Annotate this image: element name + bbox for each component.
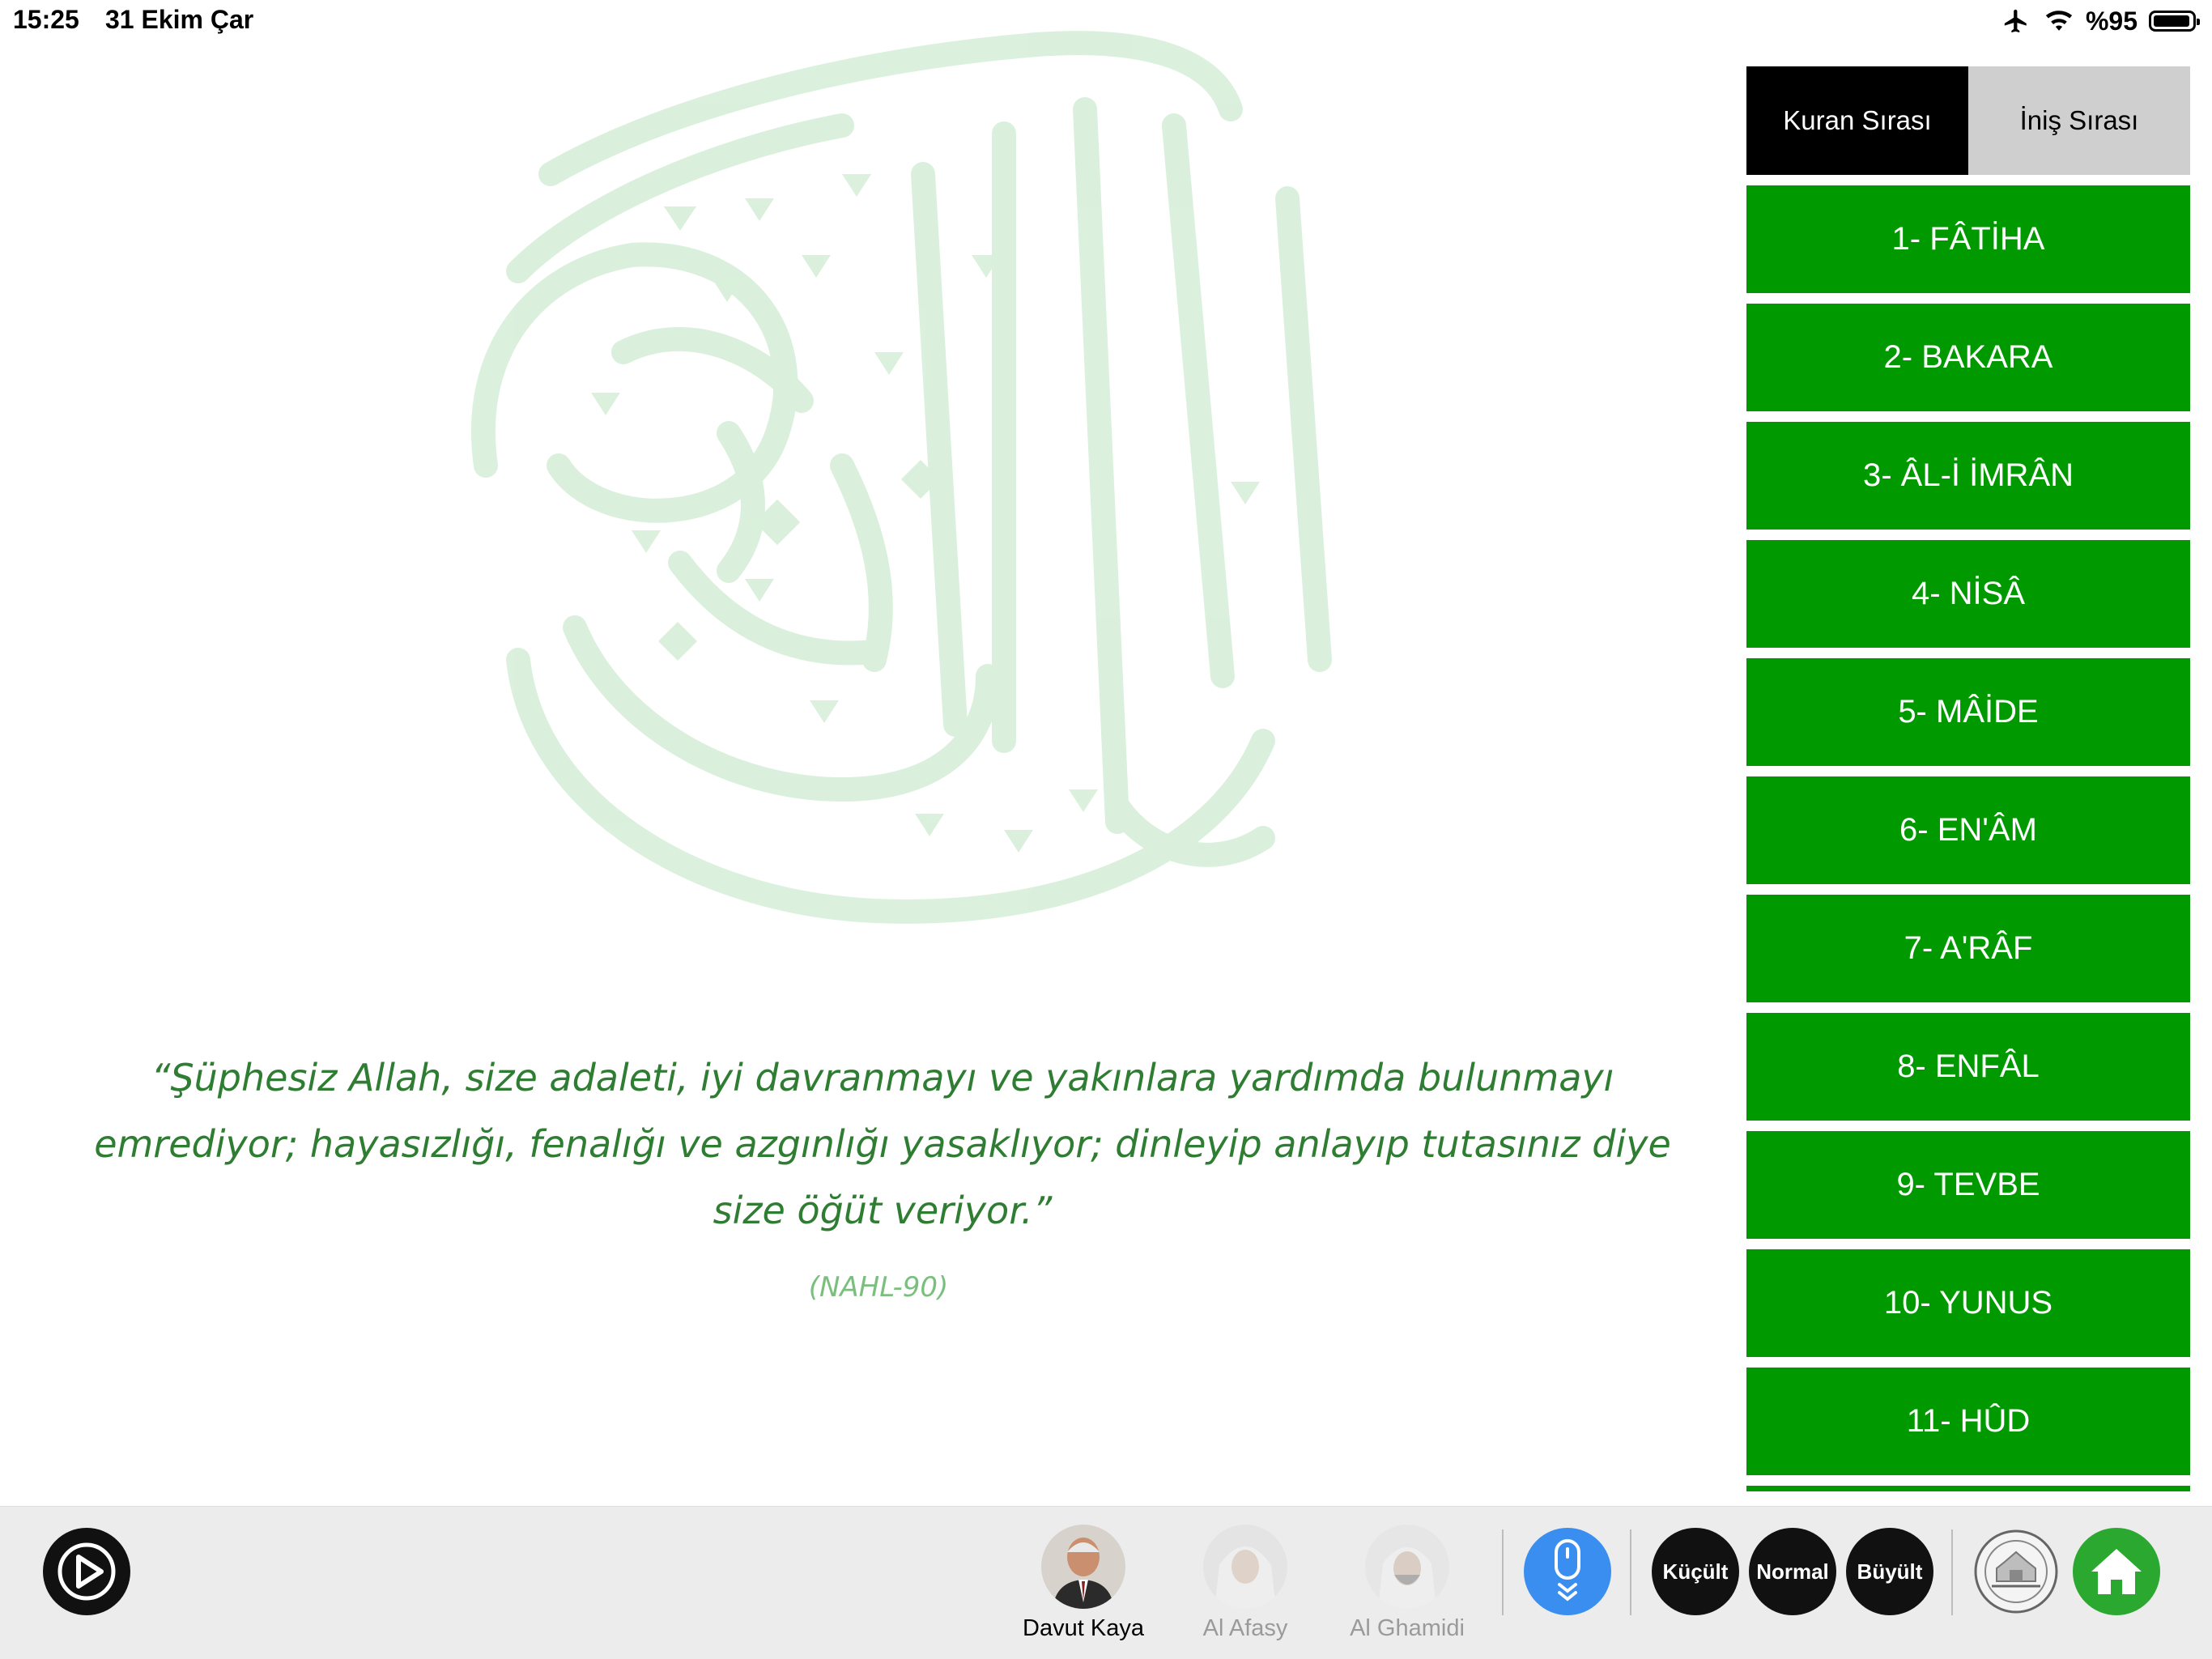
sura-item[interactable]: 8- ENFÂL [1746,1013,2190,1121]
normal-text-button[interactable]: Normal [1749,1528,1836,1615]
battery-icon [2149,11,2196,32]
mouse-scroll-icon [1543,1538,1592,1606]
order-tabs [1746,66,2190,175]
home-icon [2088,1546,2145,1597]
avatar [1365,1525,1449,1609]
airplane-icon [2000,7,2032,35]
reciter-al-afasy[interactable] [1164,1525,1326,1642]
sura-item[interactable]: 4- NİSÂ [1746,540,2190,648]
tab-inis-sirasi[interactable]: İniş Sırası [1968,66,2190,175]
municipality-seal-button[interactable] [1972,1528,2060,1615]
bottom-toolbar [0,1506,2212,1659]
sura-item[interactable]: 7- A'RÂF [1746,895,2190,1002]
play-button[interactable] [43,1528,130,1615]
reciter-name: Davut Kaya [1023,1615,1144,1641]
divider [1630,1529,1631,1615]
battery-nub [2197,19,2200,25]
divider [1502,1529,1504,1615]
sura-item[interactable]: 9- TEVBE [1746,1131,2190,1239]
status-right [2000,5,2196,37]
home-button[interactable] [2073,1528,2160,1615]
reciter-al-ghamidi[interactable] [1326,1525,1488,1642]
verse-reference: (NAHL-90) [808,1271,949,1304]
seal-logo-icon [1972,1528,2060,1615]
battery-fill [2154,15,2189,27]
status-time: 15:25 [13,5,79,34]
battery-percent: %95 [2085,6,2138,36]
shrink-text-button[interactable]: Küçült [1652,1528,1739,1615]
enlarge-text-button[interactable]: Büyült [1846,1528,1933,1615]
sura-panel [1746,66,2190,1491]
sura-item[interactable]: 3- ÂL-İ İMRÂN [1746,422,2190,530]
sura-item[interactable]: 6- EN'ÂM [1746,776,2190,884]
reciter-name: Al Ghamidi [1350,1615,1465,1641]
status-date: 31 Ekim Çar [105,5,254,34]
sura-item[interactable]: 1- FÂTİHA [1746,185,2190,293]
avatar [1203,1525,1287,1609]
sura-item[interactable]: 11- HÛD [1746,1368,2190,1475]
tab-kuran-sirasi[interactable]: Kuran Sırası [1746,66,1968,175]
play-icon [54,1539,119,1604]
sura-item[interactable]: 10- YUNUS [1746,1249,2190,1357]
quran-calligraphy-watermark [421,12,1409,984]
sura-list[interactable] [1746,175,2190,1491]
reciter-name: Al Afasy [1202,1615,1288,1641]
avatar [1041,1525,1125,1609]
reciter-davut-kaya[interactable] [1002,1525,1164,1642]
divider [1951,1529,1953,1615]
sura-item[interactable]: 2- BAKARA [1746,304,2190,411]
sura-item[interactable]: 5- MÂİDE [1746,658,2190,766]
wifi-icon [2044,9,2074,33]
verse-quote: “Şüphesiz Allah, size adaleti, iyi davranmayı ve yakınlara yardımda bulunmayı emrediyor; hayasızlığı, fenalığı ve azgınlığı yasaklıyor; dinleyip anlayıp tutasınız diye size öğüt veriyor.” [94,1056,1671,1232]
sura-item-partial[interactable] [1746,1486,2190,1491]
scroll-button[interactable] [1524,1528,1611,1615]
